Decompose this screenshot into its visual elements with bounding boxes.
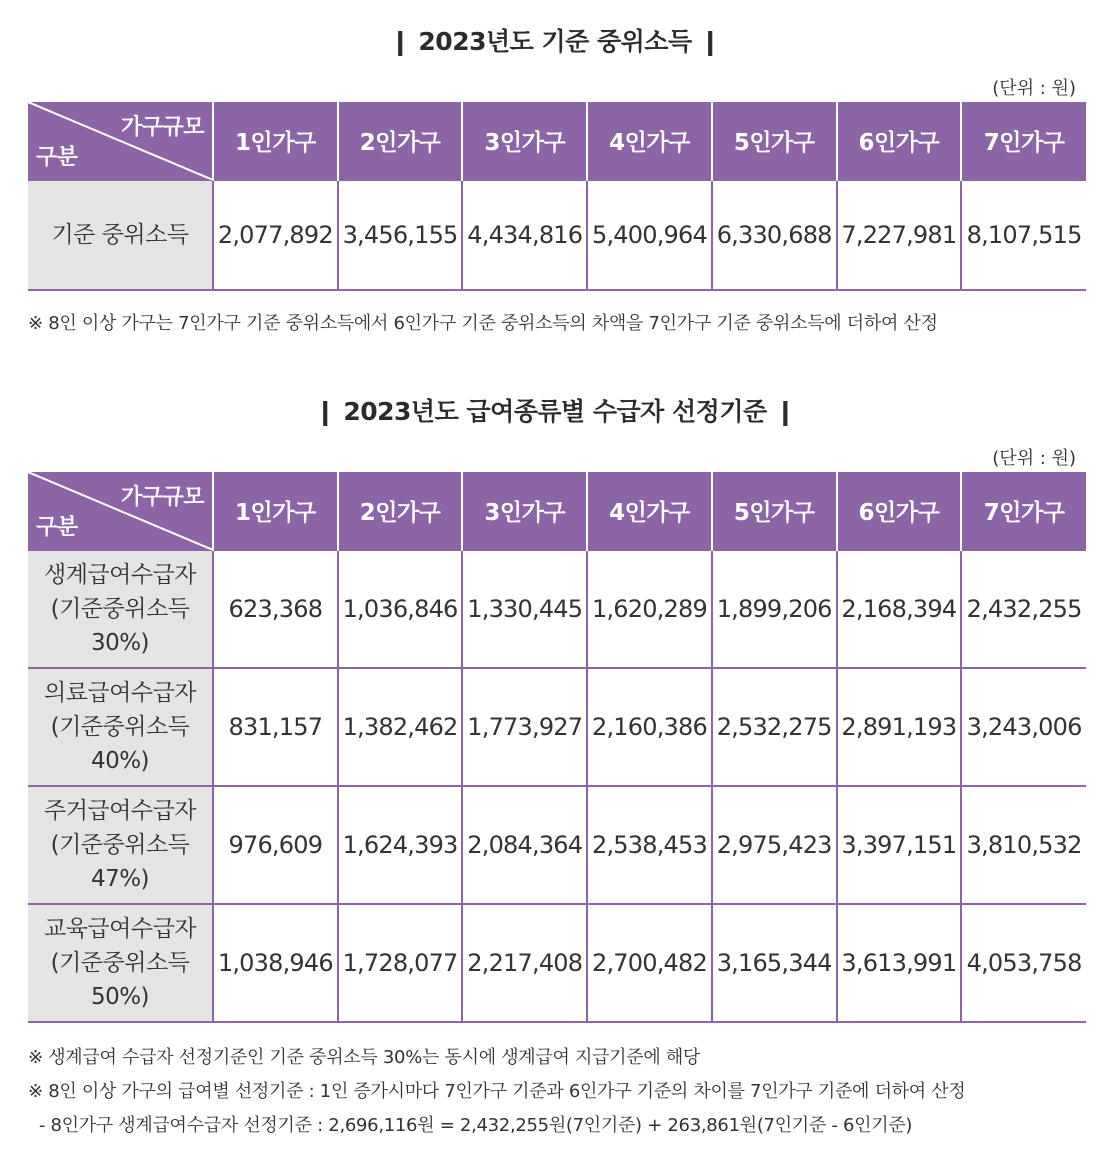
- column-header: 5인가구: [712, 102, 837, 180]
- table2-unit-label: (단위 : 원): [992, 448, 1076, 469]
- table-cell: 623,368: [213, 550, 338, 668]
- column-header: 7인가구: [961, 102, 1086, 180]
- table-cell: 3,456,155: [338, 180, 463, 290]
- table-cell: 1,773,927: [462, 668, 587, 786]
- table2-footnote: ※ 생계급여 수급자 선정기준인 기준 중위소득 30%는 동시에 생계급여 지급기준에 해당: [28, 1047, 701, 1068]
- table-cell: 1,899,206: [712, 550, 837, 668]
- table-cell: 5,400,964: [587, 180, 712, 290]
- corner-top-label: 가구규모: [120, 115, 204, 140]
- column-header: 4인가구: [587, 472, 712, 550]
- table1-title: ❙ 2023년도 기준 중위소득 ❙: [389, 27, 721, 56]
- row-label: [28, 550, 213, 668]
- row-label-line: 의료급여수급자: [43, 680, 197, 706]
- table-cell: 2,084,364: [462, 786, 587, 904]
- row-label-line: (기준중위소득: [50, 832, 190, 858]
- table-cell: 3,165,344: [712, 904, 837, 1022]
- table-cell: 3,810,532: [961, 786, 1086, 904]
- table-cell: 2,077,892: [213, 180, 338, 290]
- table-cell: 1,036,846: [338, 550, 463, 668]
- column-header: 2인가구: [338, 102, 463, 180]
- column-header: 7인가구: [961, 472, 1086, 550]
- table-cell: 1,728,077: [338, 904, 463, 1022]
- column-header: 5인가구: [712, 472, 837, 550]
- table-row: [28, 668, 1086, 786]
- table-row: [28, 180, 1086, 290]
- table-cell: 1,620,289: [587, 550, 712, 668]
- table1-header-row: [28, 102, 1086, 180]
- table-cell: 8,107,515: [961, 180, 1086, 290]
- column-header: 1인가구: [213, 102, 338, 180]
- table-row: [28, 550, 1086, 668]
- row-label-line: (기준중위소득: [50, 714, 190, 740]
- table-row: [28, 786, 1086, 904]
- row-label: [28, 786, 213, 904]
- row-label-line: 50%): [90, 984, 150, 1010]
- row-label-line: 교육급여수급자: [43, 916, 197, 942]
- table-cell: 3,243,006: [961, 668, 1086, 786]
- row-label-line: 47%): [90, 866, 150, 892]
- table2-title: ❙ 2023년도 급여종류별 수급자 선정기준 ❙: [314, 397, 796, 426]
- row-label: [28, 668, 213, 786]
- row-label: [28, 904, 213, 1022]
- table1-unit-label: (단위 : 원): [992, 78, 1076, 99]
- table-cell: 4,434,816: [462, 180, 587, 290]
- row-label-line: (기준중위소득: [50, 596, 190, 622]
- column-header: 2인가구: [338, 472, 463, 550]
- table-cell: 3,397,151: [837, 786, 962, 904]
- row-label-line: 30%): [90, 630, 150, 656]
- table-cell: 2,700,482: [587, 904, 712, 1022]
- table2-footnote: ※ 8인 이상 가구의 급여별 선정기준 : 1인 증가시마다 7인가구 기준과 6인가구 기준의 차이를 7인가구 기준에 더하여 산정: [28, 1081, 966, 1102]
- table-cell: 2,432,255: [961, 550, 1086, 668]
- table-cell: 2,891,193: [837, 668, 962, 786]
- table-cell: 2,538,453: [587, 786, 712, 904]
- table-cell: 1,038,946: [213, 904, 338, 1022]
- table1-corner-header: [28, 102, 213, 180]
- table-cell: 3,613,991: [837, 904, 962, 1022]
- table2-footnote-example: - 8인가구 생계급여수급자 선정기준 : 2,696,116원 = 2,432,255원(7인기준) + 263,861원(7인기준 - 6인기준): [28, 1115, 913, 1136]
- column-header: 3인가구: [462, 102, 587, 180]
- table2-header-row: [28, 472, 1086, 550]
- corner-top-label: 가구규모: [120, 485, 204, 510]
- table-row: [28, 904, 1086, 1022]
- table-cell: 2,168,394: [837, 550, 962, 668]
- table-cell: 831,157: [213, 668, 338, 786]
- table-cell: 6,330,688: [712, 180, 837, 290]
- row-label: 기준 중위소득: [28, 180, 213, 290]
- table-cell: 2,217,408: [462, 904, 587, 1022]
- column-header: 6인가구: [837, 102, 962, 180]
- median-income-table: [28, 102, 1086, 291]
- column-header: 6인가구: [837, 472, 962, 550]
- table2-corner-header: [28, 472, 213, 550]
- table-cell: 4,053,758: [961, 904, 1086, 1022]
- corner-bottom-label: 구분: [36, 145, 78, 170]
- table-cell: 976,609: [213, 786, 338, 904]
- column-header: 3인가구: [462, 472, 587, 550]
- row-label-line: 40%): [90, 748, 150, 774]
- table-cell: 2,160,386: [587, 668, 712, 786]
- table-cell: 1,330,445: [462, 550, 587, 668]
- table-cell: 7,227,981: [837, 180, 962, 290]
- table-cell: 1,624,393: [338, 786, 463, 904]
- table-cell: 1,382,462: [338, 668, 463, 786]
- column-header: 4인가구: [587, 102, 712, 180]
- table1-footnote: ※ 8인 이상 가구는 7인가구 기준 중위소득에서 6인가구 기준 중위소득의 차액을 7인가구 기준 중위소득에 더하여 산정: [28, 313, 938, 334]
- row-label-line: (기준중위소득: [50, 950, 190, 976]
- table-cell: 2,975,423: [712, 786, 837, 904]
- table-cell: 2,532,275: [712, 668, 837, 786]
- column-header: 1인가구: [213, 472, 338, 550]
- benefit-criteria-table: [28, 472, 1086, 1023]
- corner-bottom-label: 구분: [36, 515, 78, 540]
- row-label-line: 생계급여수급자: [43, 562, 197, 588]
- row-label-line: 주거급여수급자: [43, 798, 197, 824]
